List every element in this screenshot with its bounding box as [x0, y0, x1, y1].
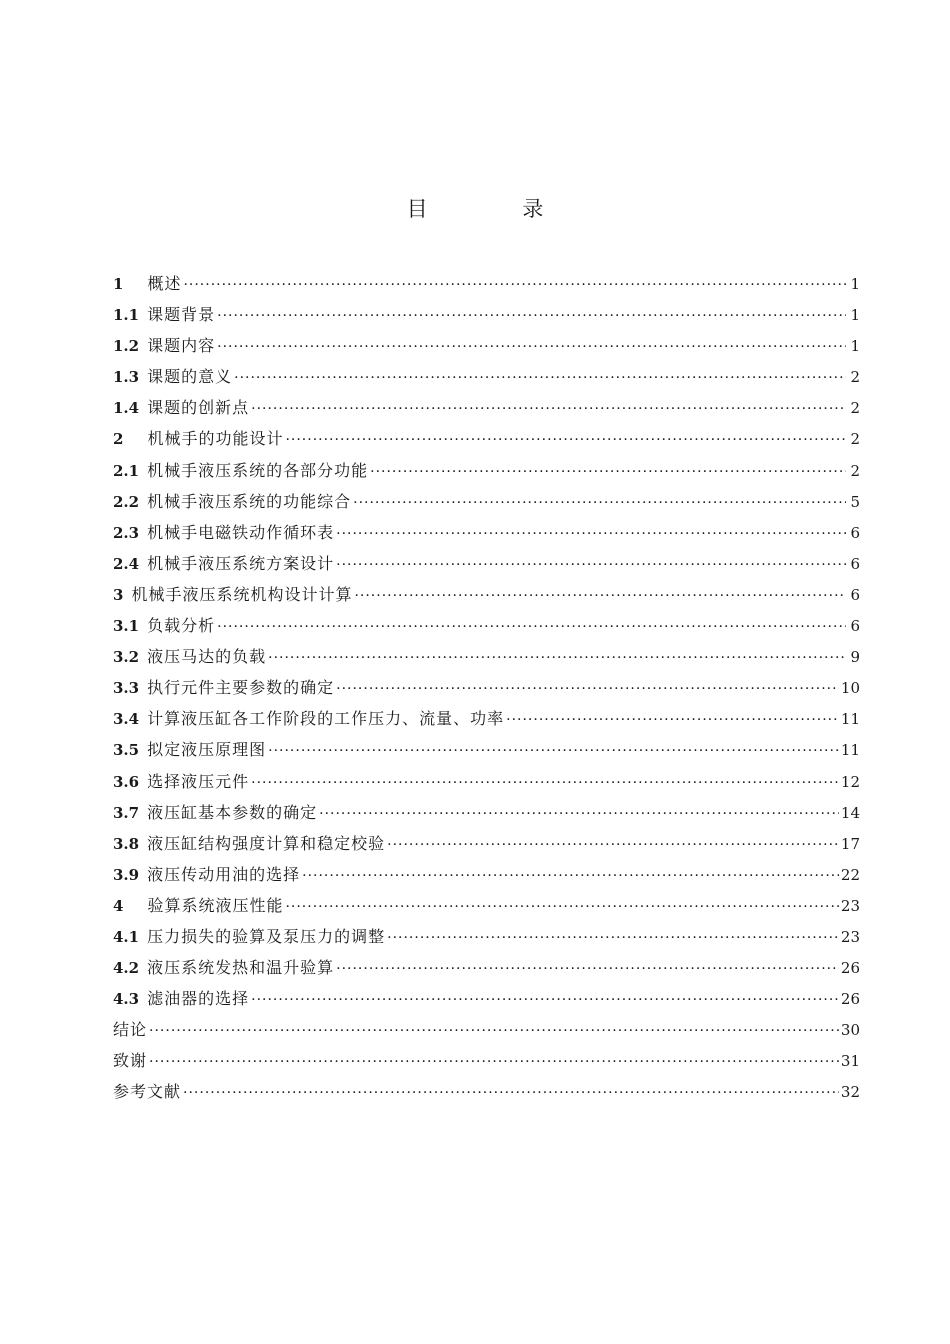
toc-entry[interactable] [113, 361, 860, 392]
toc-entry[interactable] [113, 703, 860, 734]
toc-entry[interactable] [113, 983, 860, 1014]
toc-entry[interactable] [113, 548, 860, 579]
toc-entry-leader [268, 736, 839, 767]
toc-entry[interactable] [113, 1076, 860, 1107]
toc-entry-leader [336, 550, 846, 581]
toc-entry-page: 6 [850, 523, 860, 542]
toc-entry[interactable] [113, 797, 860, 828]
toc-entry-page: 31 [840, 1052, 860, 1071]
toc-entry-page: 2 [850, 461, 860, 480]
toc-entry-title: 滤油器的选择 [147, 989, 250, 1009]
toc-entry-page: 6 [850, 554, 860, 573]
toc-entry-title: 课题的意义 [147, 367, 233, 387]
toc-entry-leader [234, 363, 846, 394]
toc-entry-title: 选择液压元件 [147, 771, 250, 791]
toc-entry-title: 机械手电磁铁动作循环表 [147, 522, 335, 542]
toc-entry-number: 3.7 [113, 803, 140, 822]
toc-entry[interactable] [113, 517, 860, 548]
toc-entry-leader [149, 1047, 839, 1078]
toc-entry-number: 2.4 [113, 554, 140, 573]
toc-entry-leader [353, 488, 846, 519]
toc-entry-number: 4.1 [113, 927, 140, 946]
toc-list [113, 268, 860, 1108]
toc-entry-leader [183, 270, 846, 301]
toc-entry[interactable] [113, 859, 860, 890]
toc-entry[interactable] [113, 486, 860, 517]
toc-entry[interactable] [113, 952, 860, 983]
toc-entry-leader [251, 394, 846, 425]
toc-entry-page: 17 [840, 834, 860, 853]
toc-entry-page: 1 [850, 306, 860, 325]
toc-entry-leader [387, 830, 839, 861]
toc-entry-title: 计算液压缸各工作阶段的工作压力、流量、功率 [147, 709, 505, 729]
toc-entry-number: 3.5 [113, 741, 140, 760]
toc-entry-title: 机械手的功能设计 [147, 429, 284, 449]
toc-entry-leader [370, 457, 846, 488]
toc-entry-page: 26 [840, 990, 860, 1009]
toc-entry-title: 执行元件主要参数的确定 [147, 678, 335, 698]
toc-entry[interactable] [113, 268, 860, 299]
toc-entry[interactable] [113, 828, 860, 859]
toc-entry-number: 2.3 [113, 523, 140, 542]
toc-entry-title: 课题背景 [147, 305, 216, 325]
toc-entry-page: 14 [840, 803, 860, 822]
toc-entry-number: 1.1 [113, 306, 140, 325]
toc-entry-page: 23 [840, 927, 860, 946]
toc-entry-page: 1 [850, 275, 860, 293]
toc-entry-leader [149, 1016, 839, 1047]
toc-entry-page: 2 [850, 430, 860, 449]
toc-entry-page: 11 [840, 741, 860, 760]
toc-entry-title: 液压系统发热和温升验算 [147, 958, 335, 978]
toc-entry-number: 1.3 [113, 368, 140, 387]
toc-entry-page: 30 [840, 1021, 860, 1040]
toc-entry-title: 机械手液压系统的各部分功能 [147, 460, 369, 480]
toc-entry-title: 液压缸基本参数的确定 [147, 802, 318, 822]
toc-entry-number: 3.1 [113, 617, 140, 636]
toc-entry-page: 10 [840, 679, 860, 698]
toc-entry-leader [319, 799, 839, 830]
toc-entry-title: 课题内容 [147, 336, 216, 356]
toc-entry-title: 机械手液压系统的功能综合 [147, 491, 352, 511]
toc-entry-title: 液压缸结构强度计算和稳定校验 [147, 833, 386, 853]
toc-entry[interactable] [113, 423, 860, 454]
toc-entry-leader [285, 425, 846, 456]
toc-entry-number: 1.4 [113, 399, 140, 418]
toc-entry-title: 液压传动用油的选择 [147, 864, 301, 884]
toc-entry[interactable] [113, 330, 860, 361]
toc-entry-leader [217, 332, 846, 363]
toc-entry-leader [268, 643, 846, 674]
toc-entry-page: 12 [840, 772, 860, 791]
toc-entry[interactable] [113, 455, 860, 486]
toc-entry-number: 2.1 [113, 461, 140, 480]
toc-entry-title: 压力损失的验算及泵压力的调整 [147, 926, 386, 946]
toc-entry-leader [354, 581, 846, 612]
toc-entry-page: 6 [850, 617, 860, 636]
toc-entry-title: 课题的创新点 [147, 398, 250, 418]
toc-entry-title: 参考文献 [113, 1082, 182, 1102]
toc-entry-leader [336, 519, 846, 550]
toc-entry-number: 4 [113, 896, 124, 915]
toc-entry-page: 26 [840, 959, 860, 978]
toc-entry-leader [183, 1078, 839, 1109]
toc-entry-page: 1 [850, 337, 860, 356]
toc-entry-number: 4.3 [113, 990, 140, 1009]
toc-entry-number: 3 [113, 585, 124, 604]
toc-entry-leader [285, 892, 838, 923]
toc-entry-leader [217, 612, 846, 643]
toc-entry[interactable] [113, 1045, 860, 1076]
toc-entry-leader [251, 985, 839, 1016]
toc-entry-title: 机械手液压系统机构设计计算 [131, 584, 353, 604]
toc-entry[interactable] [113, 921, 860, 952]
toc-entry-leader [506, 705, 839, 736]
toc-entry[interactable] [113, 299, 860, 330]
toc-entry[interactable] [113, 734, 860, 765]
toc-entry-page: 2 [850, 399, 860, 418]
toc-entry-number: 3.4 [113, 710, 140, 729]
toc-entry-number: 3.9 [113, 865, 140, 884]
toc-entry-page: 2 [850, 368, 860, 387]
toc-entry-number: 3.6 [113, 772, 140, 791]
toc-entry[interactable] [113, 890, 860, 921]
toc-entry[interactable] [113, 766, 860, 797]
toc-entry-number: 3.3 [113, 679, 140, 698]
toc-entry-number: 3.2 [113, 648, 140, 667]
toc-title: 目 录 [406, 197, 588, 221]
toc-entry-number: 2 [113, 430, 124, 449]
toc-entry-leader [387, 923, 839, 954]
toc-entry-number: 1 [113, 275, 124, 293]
toc-entry-title: 结论 [113, 1020, 148, 1040]
toc-entry-number: 2.2 [113, 492, 140, 511]
toc-entry[interactable] [113, 392, 860, 423]
toc-entry-leader [302, 861, 839, 892]
toc-entry-number: 4.2 [113, 959, 140, 978]
toc-entry-leader [336, 954, 839, 985]
toc-entry-number: 1.2 [113, 337, 140, 356]
toc-entry-title: 液压马达的负载 [147, 647, 267, 667]
toc-entry-title: 负载分析 [147, 616, 216, 636]
toc-entry-title: 概述 [147, 274, 182, 293]
toc-entry-leader [336, 674, 839, 705]
toc-entry-title: 拟定液压原理图 [147, 740, 267, 760]
toc-entry[interactable] [113, 610, 860, 641]
toc-entry[interactable] [113, 579, 860, 610]
toc-entry-number: 3.8 [113, 834, 140, 853]
toc-entry-page: 9 [850, 648, 860, 667]
toc-entry-page: 32 [840, 1083, 860, 1102]
toc-entry-page: 22 [840, 865, 860, 884]
toc-entry-page: 5 [850, 492, 860, 511]
toc-entry[interactable] [113, 1014, 860, 1045]
toc-entry[interactable] [113, 672, 860, 703]
toc-entry-page: 11 [840, 710, 860, 729]
toc-entry-leader [217, 301, 846, 332]
toc-entry-title: 验算系统液压性能 [147, 895, 284, 915]
toc-entry-page: 6 [850, 585, 860, 604]
toc-entry-title: 机械手液压系统方案设计 [147, 553, 335, 573]
toc-entry-leader [251, 768, 839, 799]
toc-entry[interactable] [113, 641, 860, 672]
toc-entry-page: 23 [840, 896, 860, 915]
toc-entry-title: 致谢 [113, 1051, 148, 1071]
